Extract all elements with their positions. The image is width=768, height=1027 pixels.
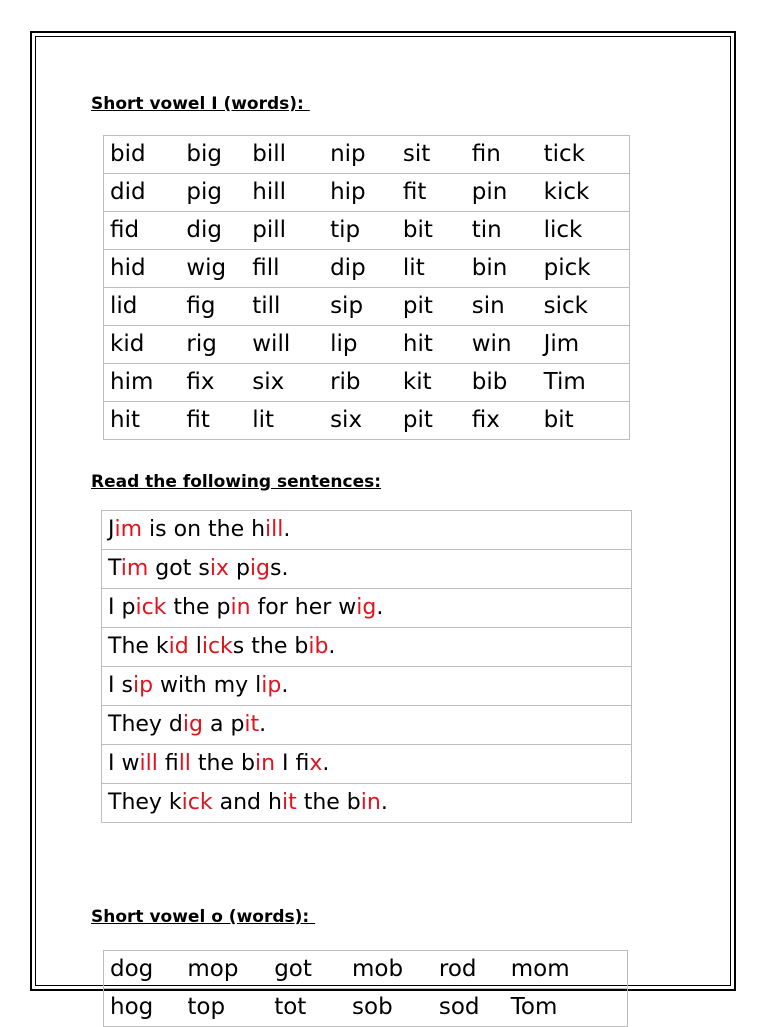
sentence-segment: I f <box>275 751 310 776</box>
word-cell: will <box>246 326 324 364</box>
sentence-row <box>102 550 632 589</box>
word-cell: hit <box>397 326 466 364</box>
word-cell: lip <box>324 326 397 364</box>
vowel-pattern-highlight: ig <box>356 595 377 620</box>
sentence-segment: f <box>157 751 179 776</box>
word-cell: six <box>246 364 324 402</box>
word-cell: nip <box>324 136 397 174</box>
vowel-pattern-highlight: ig <box>249 556 270 581</box>
vowel-pattern-highlight: ix <box>209 556 229 581</box>
word-cell: sin <box>466 288 538 326</box>
sentence-segment: . <box>376 595 384 620</box>
word-cell: sod <box>433 989 505 1027</box>
word-cell: fill <box>246 250 324 288</box>
vowel-pattern-highlight: ip <box>261 673 282 698</box>
word-cell: fit <box>397 174 466 212</box>
sentence-segment: . <box>328 634 336 659</box>
sentence-segment: They d <box>108 712 183 737</box>
word-cell: dig <box>180 212 246 250</box>
sentence-segment: I w <box>108 751 140 776</box>
vowel-pattern-highlight: im <box>120 556 149 581</box>
word-cell: sip <box>324 288 397 326</box>
word-cell: sob <box>346 989 433 1027</box>
word-cell: tip <box>324 212 397 250</box>
word-cell: pit <box>397 288 466 326</box>
word-row <box>104 136 630 174</box>
sentence-segment: . <box>322 751 330 776</box>
word-cell: tick <box>538 136 630 174</box>
word-row <box>104 288 630 326</box>
word-cell: Jim <box>538 326 630 364</box>
sentence-row <box>102 784 632 823</box>
sentence-segment: T <box>108 556 121 581</box>
word-cell: lit <box>397 250 466 288</box>
word-cell: kid <box>104 326 181 364</box>
word-cell: hip <box>324 174 397 212</box>
word-cell: got <box>268 951 346 989</box>
word-row <box>104 989 628 1027</box>
word-cell: rig <box>180 326 246 364</box>
word-cell: wig <box>180 250 246 288</box>
word-row <box>104 402 630 440</box>
vowel-pattern-highlight: ick <box>135 595 167 620</box>
vowel-pattern-highlight: ip <box>132 673 154 698</box>
sentence-segment: and h <box>212 790 282 815</box>
vowel-pattern-highlight: in <box>230 595 251 620</box>
sentence-segment: the b <box>296 790 361 815</box>
word-cell: fix <box>180 364 246 402</box>
sentence-text <box>102 589 632 628</box>
word-cell: tot <box>268 989 346 1027</box>
word-cell: hill <box>246 174 324 212</box>
vowel-pattern-highlight: ick <box>181 790 213 815</box>
sentence-segment: They k <box>108 790 182 815</box>
word-cell: kit <box>397 364 466 402</box>
sentences-heading: Read the following sentences: <box>91 472 382 492</box>
word-cell: bit <box>397 212 466 250</box>
word-cell: dog <box>104 951 182 989</box>
sentence-segment: p <box>228 556 250 581</box>
word-cell: fit <box>180 402 246 440</box>
word-cell: pill <box>246 212 324 250</box>
word-cell: dip <box>324 250 397 288</box>
short-vowel-o-table <box>103 950 628 1027</box>
word-cell: kick <box>538 174 630 212</box>
sentence-segment: the p <box>166 595 231 620</box>
sentence-segment: I s <box>108 673 133 698</box>
word-cell: hit <box>104 402 181 440</box>
word-row <box>104 951 628 989</box>
sentence-segment: l <box>188 634 202 659</box>
vowel-pattern-highlight: ill <box>265 517 284 542</box>
vowel-pattern-highlight: in <box>360 790 381 815</box>
word-cell: tin <box>466 212 538 250</box>
sentence-text <box>102 706 632 745</box>
word-cell: top <box>181 989 268 1027</box>
word-cell: did <box>104 174 181 212</box>
sentence-row <box>102 706 632 745</box>
word-cell: fig <box>180 288 246 326</box>
sentence-segment: . <box>283 517 291 542</box>
word-cell: lick <box>538 212 630 250</box>
vowel-pattern-highlight: ix <box>309 751 323 776</box>
word-cell: rod <box>433 951 505 989</box>
word-cell: bill <box>246 136 324 174</box>
word-cell: bid <box>104 136 181 174</box>
word-cell: six <box>324 402 397 440</box>
word-cell: fid <box>104 212 181 250</box>
word-cell: Tom <box>505 989 628 1027</box>
word-cell: pit <box>397 402 466 440</box>
short-vowel-o-heading: Short vowel o (words): <box>91 907 316 927</box>
word-cell: mop <box>181 951 268 989</box>
word-cell: bin <box>466 250 538 288</box>
sentence-segment: s. <box>270 556 289 581</box>
sentence-text <box>102 550 632 589</box>
vowel-pattern-highlight: ill <box>178 751 191 776</box>
word-cell: mom <box>505 951 628 989</box>
short-vowel-i-heading: Short vowel I (words): <box>91 94 310 114</box>
short-vowel-i-table <box>103 135 630 440</box>
sentence-text <box>102 667 632 706</box>
word-cell: him <box>104 364 181 402</box>
vowel-pattern-highlight: it <box>281 790 297 815</box>
vowel-pattern-highlight: it <box>244 712 260 737</box>
vowel-pattern-highlight: ig <box>182 712 203 737</box>
sentence-segment: The k <box>108 634 169 659</box>
sentence-segment: . <box>380 790 388 815</box>
word-cell: big <box>180 136 246 174</box>
word-cell: pig <box>180 174 246 212</box>
vowel-pattern-highlight: in <box>254 751 276 776</box>
vowel-pattern-highlight: ib <box>308 634 329 659</box>
word-cell: bib <box>466 364 538 402</box>
word-cell: rib <box>324 364 397 402</box>
word-cell: hid <box>104 250 181 288</box>
sentence-segment: for her w <box>250 595 357 620</box>
sentences-table <box>101 510 632 823</box>
word-cell: sick <box>538 288 630 326</box>
word-cell: mob <box>346 951 433 989</box>
word-row <box>104 174 630 212</box>
sentence-segment: is on the h <box>142 517 266 542</box>
word-cell: lit <box>246 402 324 440</box>
word-row <box>104 212 630 250</box>
vowel-pattern-highlight: ick <box>201 634 233 659</box>
sentence-segment: with my l <box>153 673 262 698</box>
sentence-segment: . <box>281 673 289 698</box>
word-cell: fix <box>466 402 538 440</box>
word-cell: pick <box>538 250 630 288</box>
sentence-segment: . <box>259 712 267 737</box>
sentence-segment: s the b <box>232 634 309 659</box>
sentence-segment: the b <box>190 751 255 776</box>
vowel-pattern-highlight: im <box>114 517 143 542</box>
word-row <box>104 250 630 288</box>
sentence-segment: I p <box>108 595 136 620</box>
sentence-segment: a p <box>202 712 245 737</box>
word-cell: Tim <box>538 364 630 402</box>
word-cell: bit <box>538 402 630 440</box>
sentence-row <box>102 745 632 784</box>
sentence-row <box>102 667 632 706</box>
sentence-text <box>102 745 632 784</box>
vowel-pattern-highlight: id <box>168 634 189 659</box>
word-cell: till <box>246 288 324 326</box>
sentence-text <box>102 784 632 823</box>
word-cell: win <box>466 326 538 364</box>
sentence-segment: J <box>108 517 115 542</box>
word-cell: hog <box>104 989 182 1027</box>
sentence-row <box>102 628 632 667</box>
vowel-pattern-highlight: ill <box>139 751 158 776</box>
word-row <box>104 326 630 364</box>
word-cell: lid <box>104 288 181 326</box>
sentence-segment: got s <box>148 556 210 581</box>
sentence-text <box>102 511 632 550</box>
word-cell: fin <box>466 136 538 174</box>
word-row <box>104 364 630 402</box>
sentence-row <box>102 511 632 550</box>
sentence-row <box>102 589 632 628</box>
word-cell: sit <box>397 136 466 174</box>
word-cell: pin <box>466 174 538 212</box>
sentence-text <box>102 628 632 667</box>
